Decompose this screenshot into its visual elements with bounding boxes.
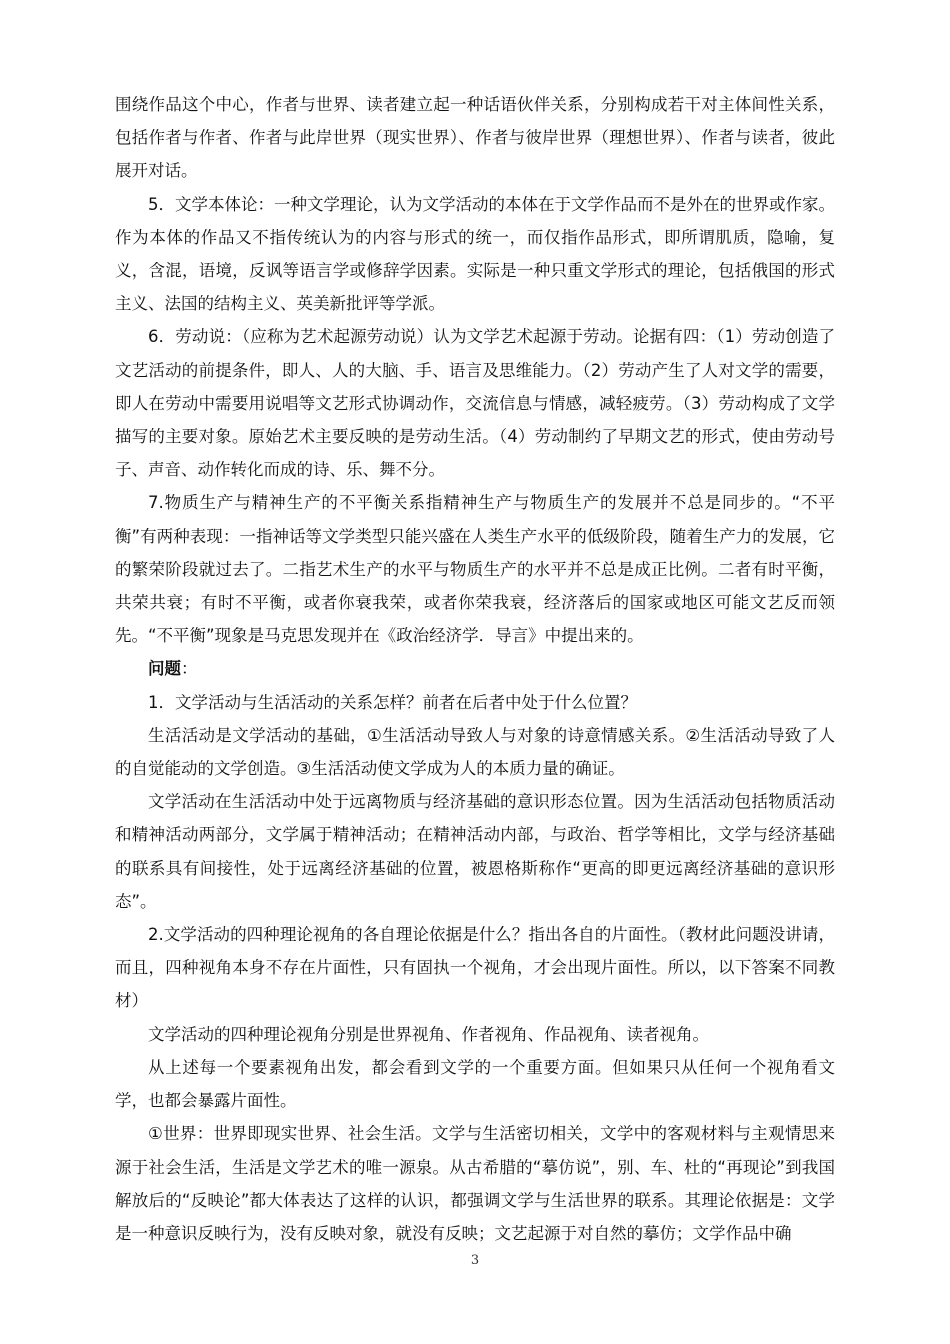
document-body: [115, 88, 835, 1250]
question-1: 1．文学活动与生活活动的关系怎样？前者在后者中处于什么位置？: [148, 692, 637, 712]
questions-heading: 问题: [148, 659, 181, 679]
questions-heading-line: [115, 652, 835, 685]
question-2: 2.文学活动的四种理论视角的各自理论依据是什么？指出各自的片面性。（教材此问题没讲请，而且，四种视角本身不存在片面性，只有固执一个视角，才会出现片面性。所以，以下答案不同教材）: [115, 925, 835, 1011]
answer-2-part-2: 从上述每一个要素视角出发，都会看到文学的一个重要方面。但如果只从任何一个视角看文学，也都会暴露片面性。: [115, 1057, 835, 1111]
paragraph-continued: 围绕作品这个中心，作者与世界、读者建立起一种话语伙伴关系，分别构成若干对主体间性关系，包括作者与作者、作者与此岸世界（现实世界）、作者与彼岸世界（理想世界）、作者与读者，彼此展开对话。: [115, 95, 835, 181]
answer-1-part-2: 文学活动在生活活动中处于远离物质与经济基础的意识形态位置。因为生活活动包括物质活动和精神活动两部分，文学属于精神活动；在精神活动内部，与政治、哲学等相比，文学与经济基础的联系具有间接性，处于远离经济基础的位置，被恩格斯称作“更高的即更远离经济基础的意识形态”。: [115, 792, 835, 911]
answer-2-part-3: ①世界：世界即现实世界、社会生活。文学与生活密切相关，文学中的客观材料与主观情思来源于社会生活，生活是文学艺术的唯一源泉。从古希腊的“摹仿说”，别、车、杜的“再现论”到我国解放后的“反映论”都大体表达了这样的认识，都强调文学与生活世界的联系。其理论依据是：文学是一种意识反映行为，没有反映对象，就没有反映；文艺起源于对自然的摹仿；文学作品中确: [115, 1124, 835, 1243]
paragraph-labor-theory: 6．劳动说：（应称为艺术起源劳动说）认为文学艺术起源于劳动。论据有四：（1）劳动创造了文艺活动的前提条件，即人、人的大脑、手、语言及思维能力。（2）劳动产生了人对文学的需要，即人在劳动中需要用说唱等文艺形式协调动作，交流信息与情感，减轻疲劳。（3）劳动构成了文学描写的主要对象。原始艺术主要反映的是劳动生活。（4）劳动制约了早期文艺的形式，使由劳动号子、声音、动作转化而成的诗、乐、舞不分。: [115, 327, 835, 480]
answer-2-part-1: 文学活动的四种理论视角分别是世界视角、作者视角、作品视角、读者视角。: [148, 1024, 709, 1044]
questions-heading-colon: ：: [181, 659, 198, 679]
paragraph-imbalance: 7.物质生产与精神生产的不平衡关系指精神生产与物质生产的发展并不总是同步的。“不平衡”有两种表现：一指神话等文学类型只能兴盛在人类生产水平的低级阶段，随着生产力的发展，它的繁荣阶段就过去了。二指艺术生产的水平与物质生产的水平并不总是成正比例。二者有时平衡，共荣共衰；有时不平衡，或者你衰我荣，或者你荣我衰，经济落后的国家或地区可能文艺反而领先。“不平衡”现象是马克思发现并在《政治经济学．导言》中提出来的。: [115, 493, 835, 646]
paragraph-literary-ontology: 5．文学本体论：一种文学理论，认为文学活动的本体在于文学作品而不是外在的世界或作家。作为本体的作品又不指传统认为的内容与形式的统一，而仅指作品形式，即所谓肌质，隐喻，复义，含混，语境，反讽等语言学或修辞学因素。实际是一种只重文学形式的理论，包括俄国的形式主义、法国的结构主义、英美新批评等学派。: [115, 194, 835, 314]
page-number: 3: [470, 1253, 480, 1268]
answer-1-part-1: 生活活动是文学活动的基础，①生活活动导致人与对象的诗意情感关系。②生活活动导致了人的自觉能动的文学创造。③生活活动使文学成为人的本质力量的确证。: [115, 725, 835, 779]
